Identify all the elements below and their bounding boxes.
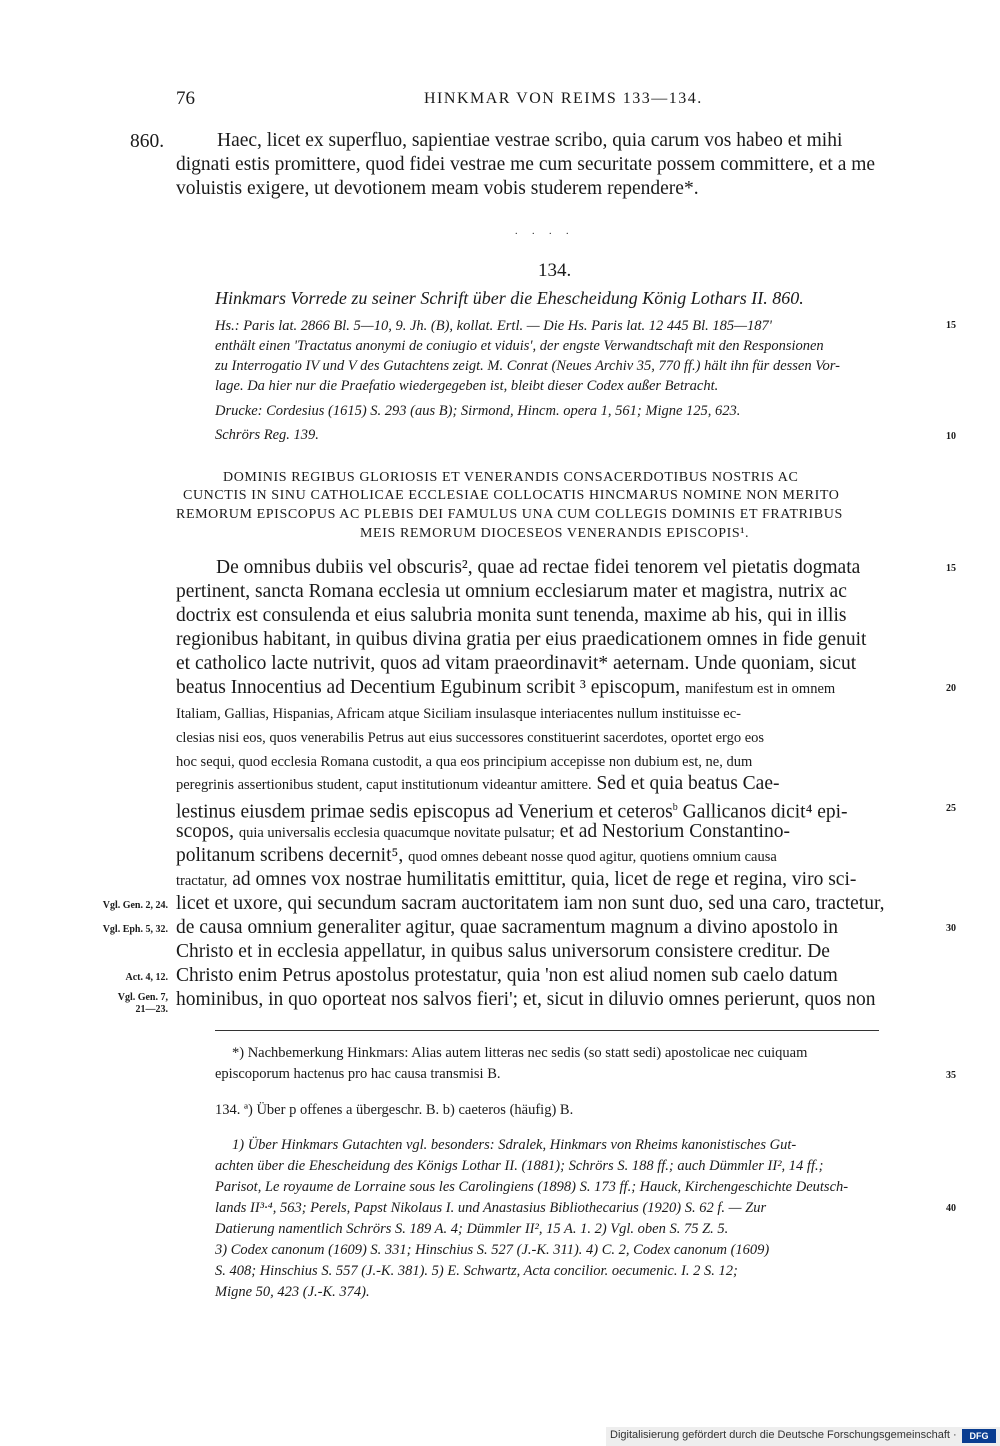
year-label: 860. — [130, 131, 165, 152]
margin-note: Vgl. Eph. 5, 32. — [102, 924, 168, 935]
text-line: voluistis exigere, ut devotionem meam vobis studerem rependere*. — [176, 178, 699, 199]
footnote-star: episcoporum hactenus pro hac causa transmisi B. — [215, 1066, 501, 1082]
body-line — [176, 820, 790, 845]
footnote-line: lands II³·⁴, 563; Perels, Papst Nikolaus I. und Anastasius Bibliothecarius (1920) S. 62 f. — Zur — [215, 1200, 767, 1216]
body-line: licet et uxore, qui secundum sacram auctoritatem iam non sunt duo, sed una caro, tractetur, — [176, 893, 885, 914]
address-line: REMORUM EPISCOPUS AC PLEBIS DEI FAMULUS UNA CUM COLLEGIS DOMINIS ET FRATRIBUS — [176, 507, 843, 522]
footnote-rule — [215, 1030, 879, 1031]
body-segment: ad omnes vox nostrae humilitatis emittitur, quia, licet de rege et regina, viro sci- — [232, 869, 857, 890]
body-line — [176, 772, 780, 797]
text-line: Haec, licet ex superfluo, sapientiae vestrae scribo, quia carum vos habeo et mihi — [217, 130, 843, 151]
margin-note: Vgl. Gen. 2, 24. — [102, 900, 168, 911]
footnote-line: Migne 50, 423 (J.-K. 374). — [215, 1284, 370, 1300]
line-number: 10 — [946, 431, 956, 442]
body-segment: beatus Innocentius ad Decentium Egubinum scribit ³ episcopum, — [176, 677, 681, 698]
quotation-segment: quod omnes debeant nosse quod agitur, quotiens omnium causa — [408, 849, 777, 865]
body-line — [176, 868, 856, 893]
manuscript-line: zu Interrogatio IV und V des Gutachtens zeigt. M. Conrat (Neues Archiv 35, 770 ff.) hält ihn für dessen Vor- — [215, 358, 840, 374]
line-number: 35 — [946, 1070, 956, 1081]
address-line: CUNCTIS IN SINU CATHOLICAE ECCLESIAE COLLOCATIS HINCMARUS NOMINE NON MERITO — [183, 488, 840, 503]
body-line: pertinent, sancta Romana ecclesia ut omnium ecclesiarum mater et magistra, nutrix ac — [176, 581, 847, 602]
body-line: Christo enim Petrus apostolus protestatur, quia 'non est aliud nomen sub caelo datum — [176, 965, 838, 986]
manuscript-line: enthält einen 'Tractatus anonymi de coniugio et viduis', der engste Verwandtschaft mit den Responsionen — [215, 338, 824, 354]
body-segment: scopos, — [176, 821, 234, 842]
body-line: hominibus, in quo oporteat nos salvos fieri'; et, sicut in diluvio omnes perierunt, quos non — [176, 989, 876, 1010]
body-line: et catholico lacte nutrivit, quos ad vitam praeordinavit* aeternam. Unde quoniam, sicut — [176, 653, 857, 674]
manuscript-line: Hs.: Paris lat. 2866 Bl. 5—10, 9. Jh. (B), kollat. Ertl. — Die Hs. Paris lat. 12 445 Bl. 185—187' — [215, 318, 772, 334]
quotation-segment: manifestum est in omnem — [684, 681, 836, 697]
body-line: regionibus habitant, in quibus divina gratia per eius praedicationem omnes in fide genuit — [176, 629, 867, 650]
line-number: 40 — [946, 1203, 956, 1214]
body-line — [176, 844, 777, 869]
footnote-line: 3) Codex canonum (1609) S. 331; Hinschius S. 527 (J.-K. 311). 4) C. 2, Codex canonum (1609) — [215, 1242, 770, 1258]
separator-dots: . . . . — [515, 226, 575, 237]
body-segment: Gallicanos dicit⁴ epi- — [682, 801, 848, 823]
address-line: DOMINIS REGIBUS GLORIOSIS ET VENERANDIS CONSACERDOTIBUS NOSTRIS AC — [223, 470, 799, 485]
body-segment: politanum scribens decernit⁵, — [176, 845, 404, 866]
running-title: HINKMAR VON REIMS 133—134. — [424, 90, 703, 107]
dfg-logo: DFG — [962, 1429, 996, 1443]
quotation-segment: tractatur, — [176, 873, 228, 889]
text-line: dignati estis promittere, quod fidei vestrae me cum securitate possem committere, et a me — [176, 154, 876, 175]
quotation-segment: peregrinis assertionibus student, caput institutionum videantur amittere. — [176, 777, 592, 793]
line-number: 15 — [946, 320, 956, 331]
line-number: 25 — [946, 803, 956, 814]
body-line: Christo et in ecclesia appellatur, in quibus salus universorum consistere creditur. De — [176, 941, 830, 962]
line-number: 30 — [946, 923, 956, 934]
margin-note: Act. 4, 12. — [125, 972, 168, 983]
margin-note: 21—23. — [135, 1004, 168, 1015]
body-line — [176, 676, 835, 701]
body-line: De omnibus dubiis vel obscuris², quae ad rectae fidei tenorem vel pietatis dogmata — [216, 557, 861, 578]
footnote-variants: 134. ª) Über p offenes a übergeschr. B. b) caeteros (häufig) B. — [215, 1102, 574, 1118]
footnote-line: S. 408; Hinschius S. 557 (J.-K. 381). 5) E. Schwartz, Acta concilior. oecumenic. I. 2 S. 12; — [215, 1263, 738, 1279]
body-segment: et ad Nestorium Constantino- — [559, 821, 790, 842]
body-line: doctrix est consulenda et eius salubria monita sunt tenenda, maxime ab his, qui in illis — [176, 605, 847, 626]
line-number: 20 — [946, 683, 956, 694]
footnote-line: achten über die Ehescheidung des Königs Lothar II. (1881); Schrörs S. 188 ff.; auch Dümmler II², 14 ff.; — [215, 1158, 824, 1174]
footnote-line: 1) Über Hinkmars Gutachten vgl. besonders: Sdralek, Hinkmars von Rheims kanonistisches Gut- — [232, 1137, 797, 1153]
quotation-line: clesias nisi eos, quos venerabilis Petrus aut eius successores constituerint sacerdotes, oportet ergo eos — [176, 730, 765, 746]
footnote-line: Datierung namentlich Schrörs S. 189 A. 4; Dümmler II², 15 A. 1. 2) Vgl. oben S. 75 Z. 5. — [215, 1221, 729, 1237]
prints-line: Schrörs Reg. 139. — [215, 427, 319, 443]
prints-line: Drucke: Cordesius (1615) S. 293 (aus B); Sirmond, Hincm. opera 1, 561; Migne 125, 623. — [215, 403, 741, 419]
address-line: MEIS REMORUM DIOCESEOS VENERANDIS EPISCOPIS¹. — [360, 526, 750, 541]
footnote-line: Parisot, Le royaume de Lorraine sous les Carolingiens (1898) S. 173 ff.; Hauck, Kirchengeschichte Deutsch- — [215, 1179, 849, 1195]
document-title: Hinkmars Vorrede zu seiner Schrift über die Ehescheidung König Lothars II. 860. — [215, 288, 804, 308]
margin-note: Vgl. Gen. 7, — [117, 992, 168, 1003]
quotation-line: Italiam, Gallias, Hispanias, Africam atque Siciliam insulasque interiacentes nullum instituisse ec- — [176, 706, 741, 722]
line-number: 15 — [946, 563, 956, 574]
quotation-line: hoc sequi, quod ecclesia Romana custodit, a qua eos principium accepisse non dubium est, ne, dum — [176, 754, 753, 770]
body-line: de causa omnium generaliter agitur, quae sacramentum magnum a divino apostolo in — [176, 917, 839, 938]
footnote-star: *) Nachbemerkung Hinkmars: Alias autem litteras nec sedis (so statt sedi) apostolicae nec cuiquam — [232, 1045, 808, 1061]
page-number: 76 — [176, 88, 195, 109]
body-segment: lestinus eiusdem primae sedis episcopus ad Venerium et ceteros — [176, 801, 673, 823]
superscript-b: b — [672, 802, 678, 813]
manuscript-line: lage. Da hier nur die Praefatio wiedergegeben ist, bleibt dieser Codex außer Betracht. — [215, 378, 719, 394]
body-segment: Sed et quia beatus Cae- — [596, 773, 780, 794]
funding-text: Digitalisierung gefördert durch die Deutsche Forschungsgemeinschaft · — [610, 1429, 957, 1441]
quotation-segment: quia universalis ecclesia quacumque novitate pulsatur; — [238, 825, 555, 841]
document-number: 134. — [538, 260, 572, 281]
